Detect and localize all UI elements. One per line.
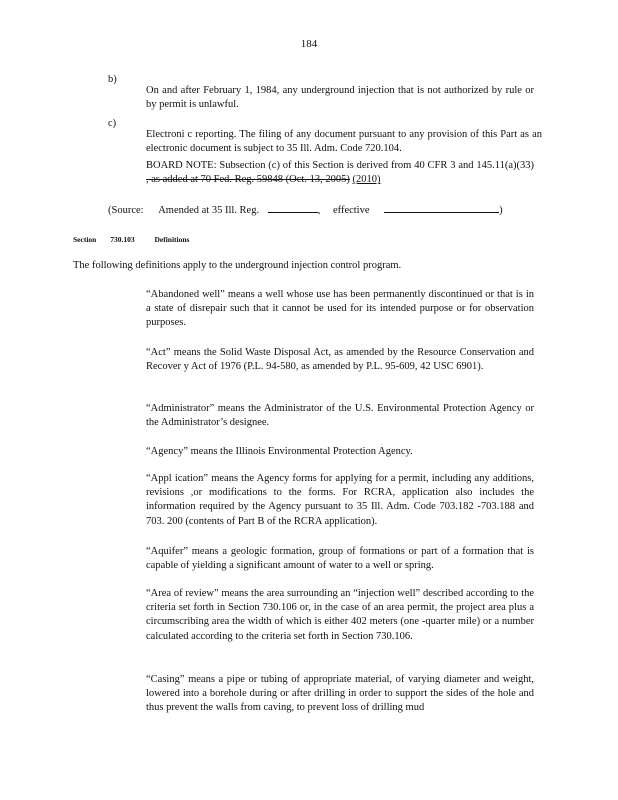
definition-item: “Administrator” means the Administrator of the U.S. Environmental Protection Agency or the Administrator’s designee. [146, 403, 534, 429]
definition-item: “Act” means the Solid Waste Disposal Act, as amended by the Resource Conservation and Recover y Act of 1976 (P.L. 94-580, as amended by P.L. 95-609, 42 USC 6901). [146, 347, 534, 373]
page-number: 184 [300, 38, 318, 50]
register-blank [268, 202, 318, 213]
definition-item: “Area of review” means the area surrounding an “injection well” described according to the criteria set forth in Section 730.106 or, in the case of an area permit, the project area plus a circumscribing area the width of which is either 402 meters (one -quarter mile) or a number calculated according to the criteria set forth in Section 730.106. [146, 588, 534, 642]
intro-text: The following definitions apply to the underground injection control program. [73, 260, 402, 271]
source-line [108, 202, 538, 218]
board-note-text: BOARD NOTE: Subsection (c) of this Section is derived from 40 CFR 3 and 145.11(a)(33) [146, 160, 534, 171]
subsection-label: c) [108, 118, 117, 129]
section-heading [73, 233, 189, 247]
section-number: 730.103 [110, 235, 135, 244]
definition-item: “Casing” means a pipe or tubing of appropriate material, of varying diameter and weight, lowered into a borehole during or after drilling in order to support the sides of the hole and thus prevent the walls from caving, to prevent loss of drilling mud [146, 674, 534, 714]
added-year: (2010) [352, 174, 381, 186]
definition-item: “Appl ication” means the Agency forms for applying for a permit, including any additions, revisions ,or modifications to the forms. For RCRA, application also includes the information required by the Agency pursuant to 35 Ill. Adm. Code 703.182 -703.188 and 703. 200 (contents of Part B of the RCRA application). [146, 473, 534, 527]
source-close: ) [499, 205, 503, 216]
subsection-label: b) [108, 74, 117, 85]
source-effective: effective [332, 205, 370, 216]
source-open: (Source: [108, 205, 144, 216]
effective-blank [384, 202, 499, 213]
struck-citation: , as added at 70 Fed. Reg. 59848 (Oct. 13, 2005) [146, 174, 350, 186]
board-note [146, 159, 534, 187]
source-comma: , [317, 205, 321, 216]
subsection-text: On and after February 1, 1984, any underground injection that is not authorized by rule or by permit is unlawful. [146, 84, 534, 110]
source-amended: Amended at 35 Ill. Reg. [158, 205, 260, 216]
definition-item: “Aquifer” means a geologic formation, group of formations or part of a formation that is capable of yielding a significant amount of water to a well or spring. [146, 546, 534, 572]
definition-item: “Abandoned well” means a well whose use has been permanently discontinued or that is in a state of disrepair such that it cannot be used for its intended purpose or for observation purposes. [146, 289, 534, 329]
subsection-text: Electroni c reporting. The filing of any document pursuant to any provision of this Part as an electronic document is subject to 35 Ill. Adm. Code 720.104. [146, 128, 542, 154]
section-label: Section [73, 235, 97, 244]
definition-item: “Agency” means the Illinois Environmental Protection Agency. [146, 446, 413, 457]
section-title: Definitions [154, 235, 190, 244]
